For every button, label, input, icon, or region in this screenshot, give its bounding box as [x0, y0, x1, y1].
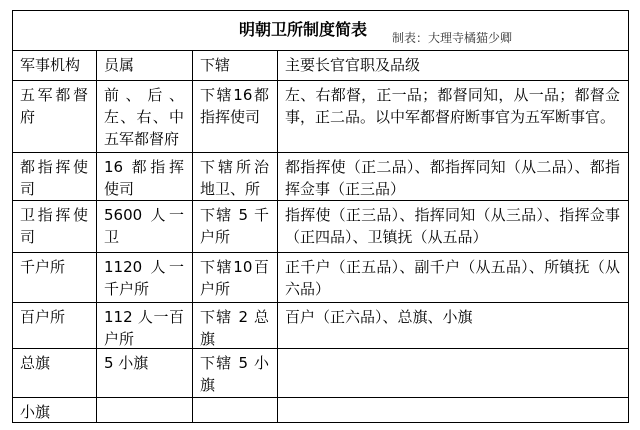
members-cell: [97, 398, 193, 423]
table-row: [13, 201, 629, 253]
members-cell: [97, 253, 193, 303]
header-officials: [278, 51, 629, 81]
ming-weisuo-table: [12, 10, 629, 423]
officials-cell: [278, 253, 629, 303]
table-row: [13, 81, 629, 153]
header-officials-label: 主要长官官职及品级: [285, 56, 421, 74]
officials-text: 百户（正六品）、总旗、小旗: [285, 308, 473, 326]
subordinates-text: 下辖 2 总旗: [200, 308, 269, 348]
org-text: 总旗: [20, 354, 51, 372]
table-row: [13, 253, 629, 303]
officials-cell: [278, 303, 629, 349]
header-row: [13, 51, 629, 81]
subordinates-text: 下辖所治地卫、所: [200, 158, 269, 198]
officials-text: 都指挥使（正二品）、都指挥同知（从二品）、都指挥佥事（正三品）: [285, 158, 620, 198]
subordinates-cell: [193, 153, 278, 201]
subordinates-cell: [193, 398, 278, 423]
members-text: 112 人一百户所: [104, 308, 184, 348]
header-org: [13, 51, 97, 81]
officials-cell: [278, 81, 629, 153]
members-text: 前、后、左、右、中五军都督府: [104, 86, 184, 148]
members-cell: [97, 349, 193, 398]
table-title: 明朝卫所制度简表: [239, 20, 368, 39]
table-credit: 制表：大理寺橘猫少卿: [392, 31, 513, 45]
org-text: 都指挥使司: [20, 158, 88, 198]
header-subordinates: [193, 51, 278, 81]
org-text: 五军都督府: [20, 86, 88, 126]
members-cell: [97, 153, 193, 201]
header-members-label: 员属: [104, 56, 135, 74]
table-row: [13, 398, 629, 423]
officials-text: 左、右都督，正一品；都督同知，从一品；都督佥事，正二品。以中军都督府断事官为五军断事官。: [285, 86, 620, 126]
header-subordinates-label: 下辖: [200, 56, 231, 74]
subordinates-cell: [193, 349, 278, 398]
officials-text: 指挥使（正三品）、指挥同知（从三品）、指挥佥事（正四品）、卫镇抚（从五品）: [285, 206, 620, 246]
subordinates-cell: [193, 303, 278, 349]
org-cell: [13, 398, 97, 423]
subordinates-text: 下辖16都指挥使司: [200, 86, 269, 126]
officials-cell: [278, 349, 629, 398]
org-text: 卫指挥使司: [20, 206, 88, 246]
table-row: [13, 303, 629, 349]
members-text: [97, 398, 192, 422]
members-text: 16 都指挥使司: [104, 158, 184, 198]
members-cell: [97, 81, 193, 153]
officials-cell: [278, 153, 629, 201]
members-cell: [97, 201, 193, 253]
org-cell: [13, 349, 97, 398]
members-text: 5600 人一卫: [104, 206, 184, 246]
subordinates-text: 下辖 5 千户所: [200, 206, 269, 246]
subordinates-text: 下辖 5 小旗: [200, 354, 269, 394]
org-cell: [13, 303, 97, 349]
subordinates-cell: [193, 81, 278, 153]
members-text: 1120 人一千户所: [104, 258, 184, 298]
officials-text: 正千户（正五品）、副千户（从五品）、所镇抚（从六品）: [285, 258, 620, 298]
org-cell: [13, 81, 97, 153]
table-row: [13, 153, 629, 201]
org-text: 百户所: [20, 308, 66, 326]
table-row: [13, 349, 629, 398]
title-row: [13, 11, 629, 51]
header-members: [97, 51, 193, 81]
org-text: 小旗: [20, 403, 51, 421]
org-cell: [13, 201, 97, 253]
officials-cell: [278, 201, 629, 253]
org-cell: [13, 253, 97, 303]
org-text: 千户所: [20, 258, 66, 276]
org-cell: [13, 153, 97, 201]
members-cell: [97, 303, 193, 349]
members-text: 5 小旗: [104, 354, 149, 372]
title-box: [13, 11, 628, 50]
subordinates-cell: [193, 201, 278, 253]
header-org-label: 军事机构: [20, 56, 81, 74]
subordinates-cell: [193, 253, 278, 303]
subordinates-text: [193, 398, 277, 422]
officials-cell: [278, 398, 629, 423]
subordinates-text: 下辖10百户所: [200, 258, 269, 298]
officials-text: [278, 398, 628, 422]
title-cell: [13, 11, 629, 51]
officials-text: [278, 349, 628, 397]
